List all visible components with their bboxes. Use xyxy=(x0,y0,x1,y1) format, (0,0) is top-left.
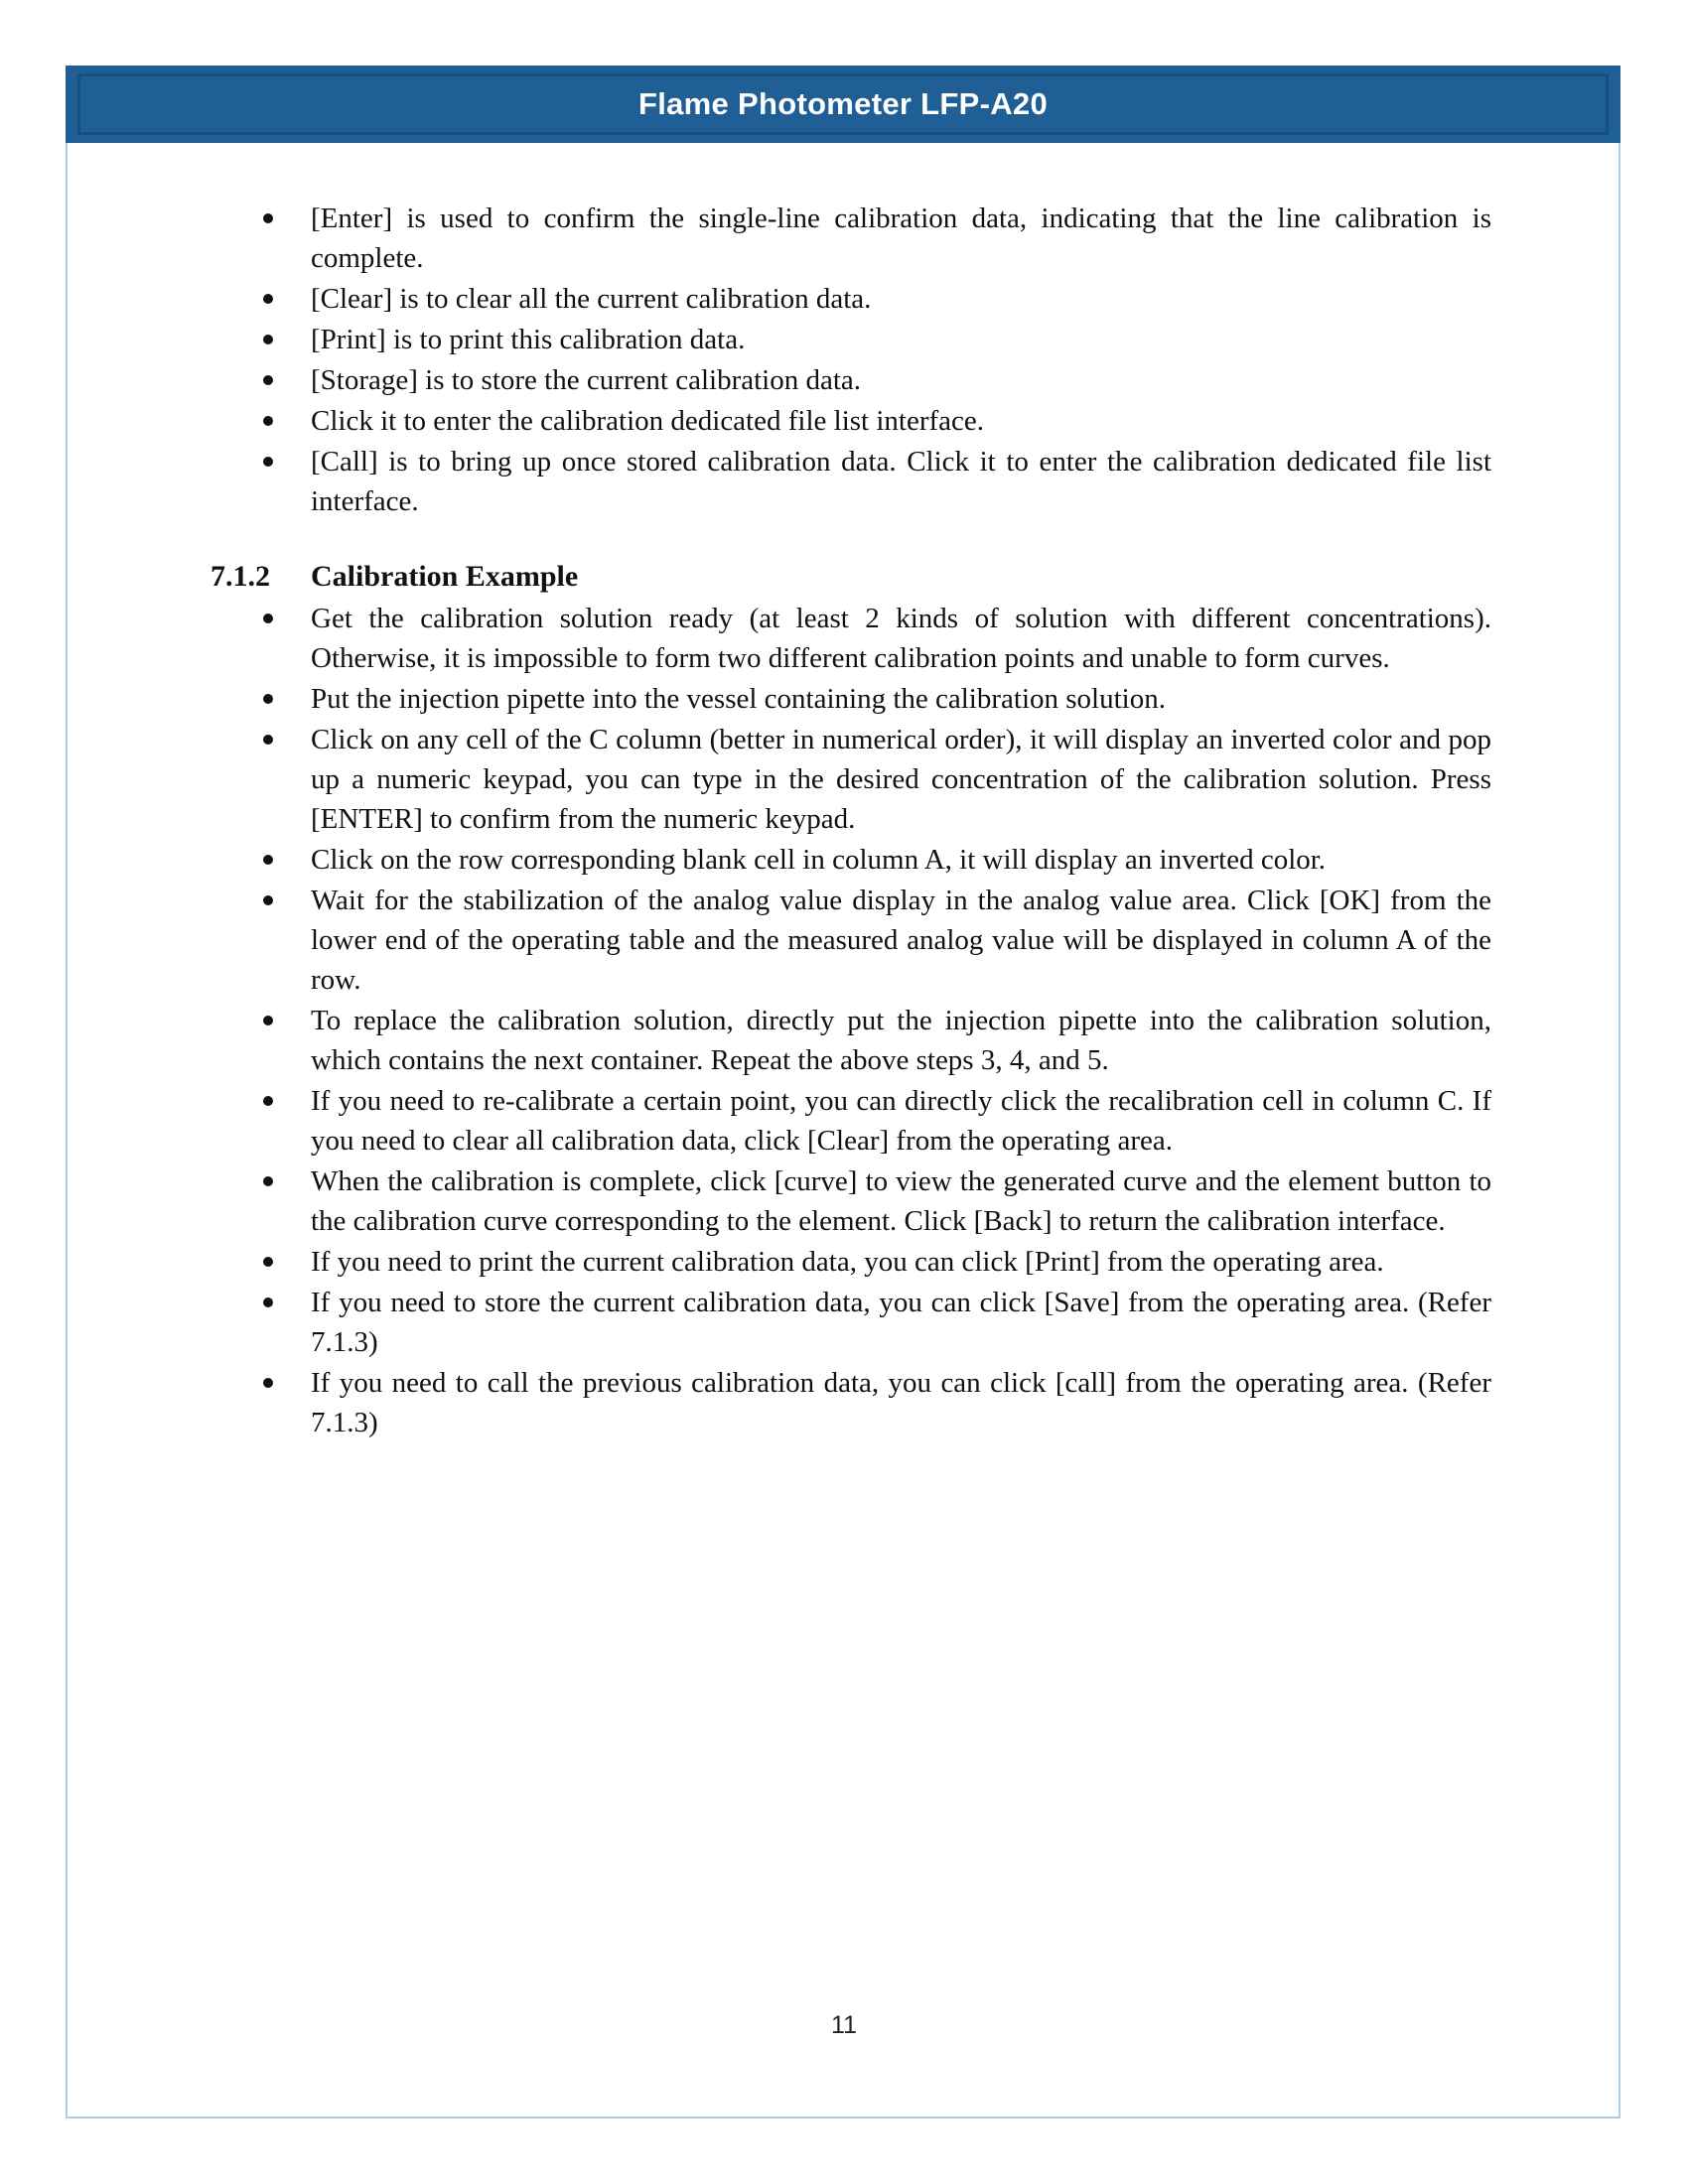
bullet-icon xyxy=(263,1016,273,1025)
list-item-text: [Clear] is to clear all the current calibration data. xyxy=(311,283,872,315)
list-item-text: To replace the calibration solution, directly put the injection pipette into the calibration solution, which contains the next container. Repeat the above steps 3, 4, and 5. xyxy=(311,1005,1491,1076)
bullet-icon xyxy=(263,294,273,304)
page-header xyxy=(66,66,1620,143)
list-item xyxy=(211,1001,1491,1080)
list-item xyxy=(211,199,1491,278)
list-item-text: Get the calibration solution ready (at least 2 kinds of solution with different concentrations). Otherwise, it is impossible to form two different calibration points and unable to form curves. xyxy=(311,603,1491,674)
header-title: Flame Photometer LFP-A20 xyxy=(637,86,1048,121)
list-item xyxy=(211,360,1491,400)
list-item-text: When the calibration is complete, click [curve] to view the generated curve and the element button to the calibration curve corresponding to the element. Click [Back] to return the calibration interface. xyxy=(311,1165,1491,1237)
list-item-text: If you need to print the current calibration data, you can click [Print] from the operating area. xyxy=(311,1246,1384,1278)
bullet-icon xyxy=(263,614,273,623)
list-item xyxy=(211,1283,1491,1362)
list-item xyxy=(211,401,1491,441)
section-title: Calibration Example xyxy=(311,560,579,593)
section-number: 7.1.2 xyxy=(211,560,270,593)
section-heading xyxy=(211,557,1491,597)
bullet-icon xyxy=(263,416,273,426)
list-item xyxy=(211,679,1491,719)
list-item-text: If you need to re-calibrate a certain point, you can directly click the recalibration cell in column C. If you need to clear all calibration data, click [Clear] from the operating area. xyxy=(311,1085,1491,1157)
list-item-text: Wait for the stabilization of the analog value display in the analog value area. Click [OK] from the lower end of the operating table and the measured analog value will be displayed in column A of the row. xyxy=(311,885,1491,996)
list-item-text: If you need to call the previous calibration data, you can click [call] from the operating area. (Refer 7.1.3) xyxy=(311,1367,1491,1438)
list-item-text: [Call] is to bring up once stored calibration data. Click it to enter the calibration dedicated file list interface. xyxy=(311,446,1491,517)
bullet-icon xyxy=(263,895,273,905)
list-item xyxy=(211,1363,1491,1442)
list-item-text: Put the injection pipette into the vessel containing the calibration solution. xyxy=(311,683,1166,715)
bullet-icon xyxy=(263,1378,273,1388)
list-item-text: [Enter] is used to confirm the single-line calibration data, indicating that the line calibration is complete. xyxy=(311,203,1491,274)
list-item xyxy=(211,1161,1491,1241)
bullet-icon xyxy=(263,335,273,344)
list-item xyxy=(211,442,1491,521)
header-inner-frame xyxy=(77,73,1609,135)
page-content xyxy=(211,199,1491,1443)
intro-bullet-list xyxy=(211,199,1491,521)
list-item xyxy=(211,720,1491,839)
bullet-icon xyxy=(263,1096,273,1106)
bullet-icon xyxy=(263,1297,273,1307)
bullet-icon xyxy=(263,213,273,223)
list-item xyxy=(211,840,1491,880)
list-item xyxy=(211,320,1491,359)
page-number: 11 xyxy=(831,2011,857,2039)
bullet-icon xyxy=(263,694,273,704)
bullet-icon xyxy=(263,1257,273,1267)
list-item xyxy=(211,1242,1491,1282)
bullet-icon xyxy=(263,735,273,745)
list-item-text: Click on the row corresponding blank cell in column A, it will display an inverted color. xyxy=(311,844,1327,876)
list-item-text: [Storage] is to store the current calibration data. xyxy=(311,364,862,396)
bullet-icon xyxy=(263,457,273,467)
list-item xyxy=(211,1081,1491,1160)
list-item-text: If you need to store the current calibration data, you can click [Save] from the operating area. (Refer 7.1.3) xyxy=(311,1287,1491,1358)
example-bullet-list xyxy=(211,599,1491,1442)
list-item xyxy=(211,599,1491,678)
list-item xyxy=(211,881,1491,1000)
list-item-text: [Print] is to print this calibration data. xyxy=(311,324,746,355)
list-item xyxy=(211,279,1491,319)
list-item-text: Click on any cell of the C column (better in numerical order), it will display an inverted color and pop up a numeric keypad, you can type in the desired concentration of the calibration solution. Press [ENTER] to confirm from the numeric keypad. xyxy=(311,724,1491,835)
bullet-icon xyxy=(263,375,273,385)
bullet-icon xyxy=(263,1176,273,1186)
bullet-icon xyxy=(263,855,273,865)
list-item-text: Click it to enter the calibration dedicated file list interface. xyxy=(311,405,985,437)
